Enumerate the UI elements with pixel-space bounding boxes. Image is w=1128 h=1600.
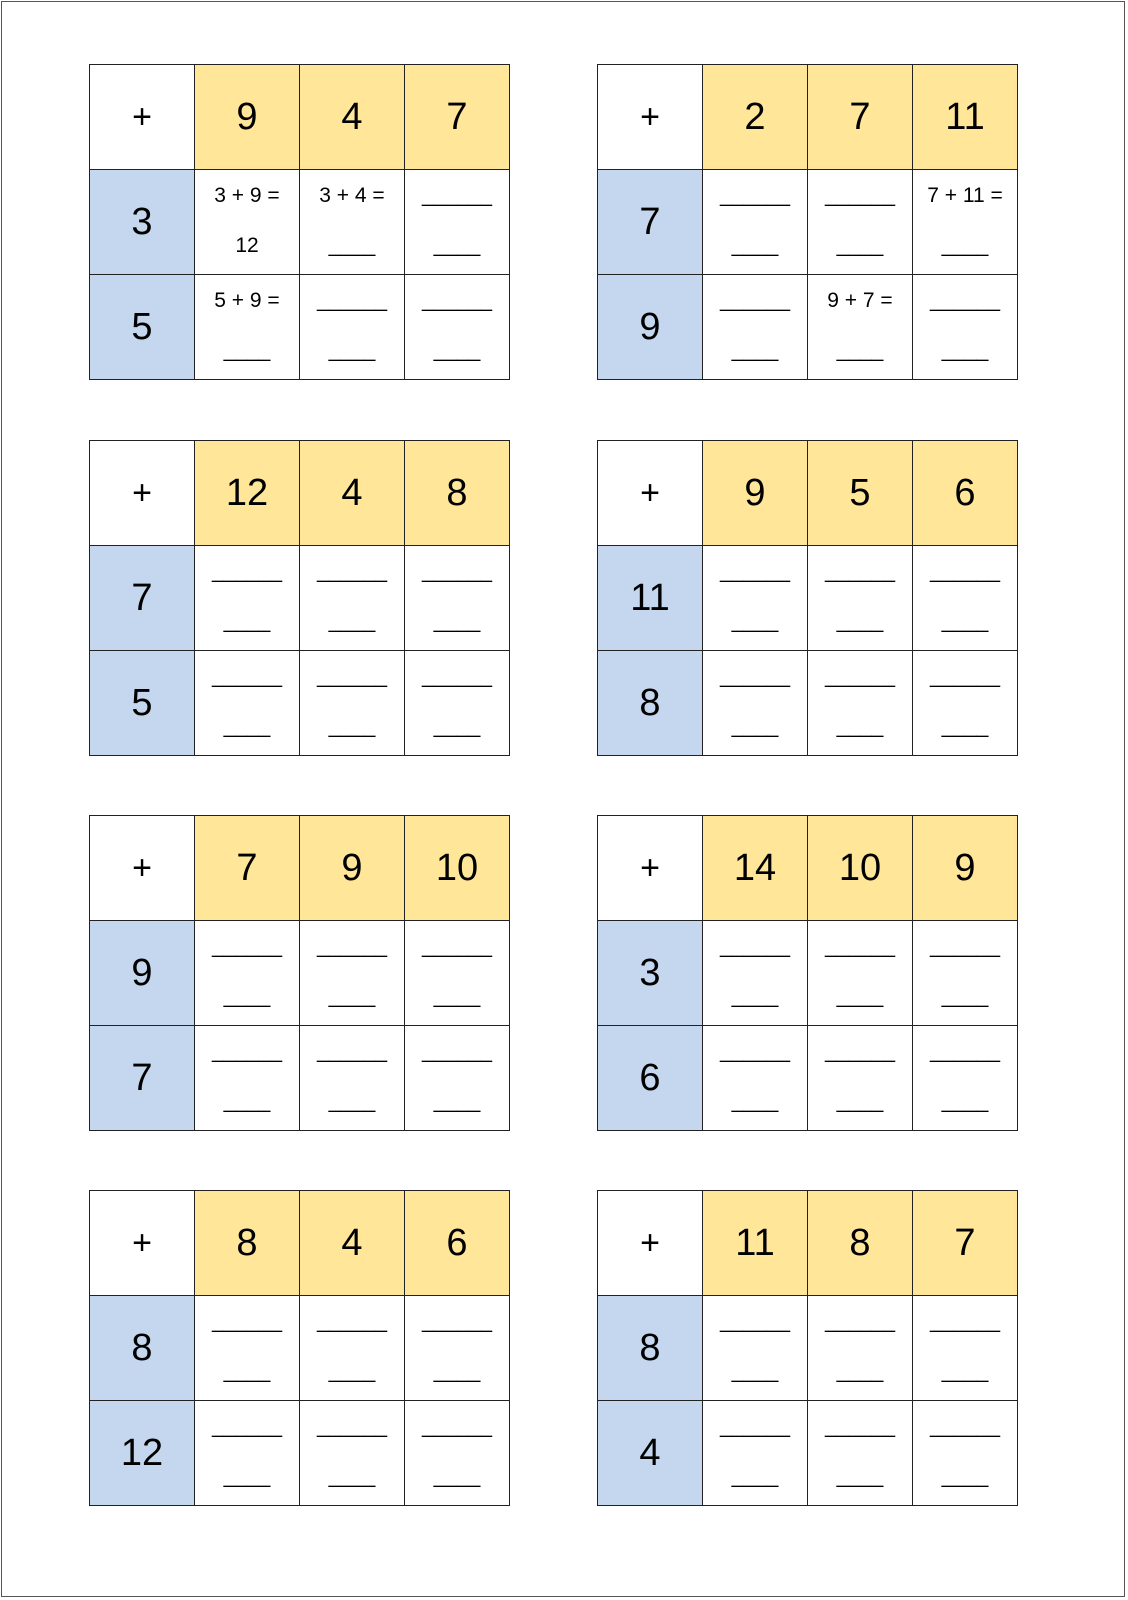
answer-cell[interactable] bbox=[405, 921, 510, 1026]
answer-cell[interactable] bbox=[703, 275, 808, 380]
answer-blank: ____ bbox=[941, 1465, 989, 1488]
answer-blank: ____ bbox=[836, 234, 884, 257]
addition-table-1 bbox=[89, 64, 510, 380]
addition-table-2 bbox=[597, 64, 1018, 380]
answer-blank: ____ bbox=[731, 985, 779, 1008]
answer-cell[interactable] bbox=[195, 1401, 300, 1506]
answer-cell[interactable] bbox=[195, 170, 300, 275]
answer-blank: ____ bbox=[328, 1360, 376, 1383]
row-header-cell: 8 bbox=[90, 1296, 195, 1401]
answer-blank: ____ bbox=[941, 339, 989, 362]
answer-blank: 12 bbox=[235, 234, 259, 257]
row-header-cell: 3 bbox=[90, 170, 195, 275]
answer-blank: ____ bbox=[941, 610, 989, 633]
table-row bbox=[90, 1401, 510, 1506]
addition-table-6 bbox=[597, 815, 1018, 1131]
answer-cell[interactable] bbox=[195, 1296, 300, 1401]
answer-cell[interactable] bbox=[808, 1296, 913, 1401]
table-row bbox=[90, 651, 510, 756]
answer-prompt: ______ bbox=[824, 1040, 896, 1063]
header-row bbox=[90, 1191, 510, 1296]
row-header-cell: 7 bbox=[90, 546, 195, 651]
answer-prompt: 5 + 9 = bbox=[214, 289, 280, 312]
answer-blank: ____ bbox=[328, 1090, 376, 1113]
answer-blank: ____ bbox=[836, 715, 884, 738]
table-row bbox=[598, 651, 1018, 756]
answer-blank: ____ bbox=[328, 985, 376, 1008]
column-header-cell: 10 bbox=[808, 816, 913, 921]
row-header-cell: 5 bbox=[90, 651, 195, 756]
answer-prompt: ______ bbox=[929, 289, 1001, 312]
answer-cell[interactable] bbox=[405, 275, 510, 380]
answer-cell[interactable] bbox=[808, 546, 913, 651]
answer-prompt: ______ bbox=[719, 935, 791, 958]
answer-blank: ____ bbox=[433, 985, 481, 1008]
answer-prompt: ______ bbox=[316, 935, 388, 958]
column-header-cell: 4 bbox=[300, 441, 405, 546]
answer-cell[interactable] bbox=[913, 1401, 1018, 1506]
answer-blank: ____ bbox=[328, 610, 376, 633]
answer-prompt: ______ bbox=[719, 1040, 791, 1063]
column-header-cell: 7 bbox=[808, 65, 913, 170]
answer-prompt: ______ bbox=[421, 1040, 493, 1063]
header-row bbox=[90, 65, 510, 170]
answer-cell[interactable] bbox=[405, 1401, 510, 1506]
answer-prompt: ______ bbox=[316, 665, 388, 688]
answer-prompt: 9 + 7 = bbox=[827, 289, 893, 312]
answer-cell[interactable] bbox=[195, 546, 300, 651]
header-row bbox=[90, 441, 510, 546]
answer-prompt: 7 + 11 = bbox=[927, 184, 1003, 207]
header-row bbox=[598, 441, 1018, 546]
answer-cell[interactable] bbox=[913, 651, 1018, 756]
answer-blank: ____ bbox=[731, 1465, 779, 1488]
answer-prompt: ______ bbox=[211, 665, 283, 688]
answer-prompt: ______ bbox=[421, 1310, 493, 1333]
answer-cell[interactable] bbox=[703, 921, 808, 1026]
answer-prompt: ______ bbox=[824, 184, 896, 207]
answer-blank: ____ bbox=[941, 1090, 989, 1113]
column-header-cell: 9 bbox=[195, 65, 300, 170]
answer-cell[interactable] bbox=[300, 546, 405, 651]
table-row bbox=[90, 1026, 510, 1131]
answer-blank: ____ bbox=[223, 715, 271, 738]
answer-blank: ____ bbox=[836, 985, 884, 1008]
table-row bbox=[90, 1296, 510, 1401]
operator-cell: + bbox=[90, 1191, 195, 1296]
table-row bbox=[598, 275, 1018, 380]
column-header-cell: 11 bbox=[703, 1191, 808, 1296]
column-header-cell: 12 bbox=[195, 441, 300, 546]
header-row bbox=[90, 816, 510, 921]
answer-prompt: ______ bbox=[929, 665, 1001, 688]
answer-cell[interactable] bbox=[405, 1296, 510, 1401]
answer-prompt: ______ bbox=[824, 935, 896, 958]
answer-blank: ____ bbox=[328, 234, 376, 257]
row-header-cell: 4 bbox=[598, 1401, 703, 1506]
row-header-cell: 9 bbox=[90, 921, 195, 1026]
answer-prompt: ______ bbox=[719, 289, 791, 312]
answer-blank: ____ bbox=[223, 1360, 271, 1383]
column-header-cell: 6 bbox=[913, 441, 1018, 546]
answer-blank: ____ bbox=[223, 985, 271, 1008]
answer-prompt: ______ bbox=[929, 1415, 1001, 1438]
answer-blank: ____ bbox=[328, 339, 376, 362]
answer-blank: ____ bbox=[223, 610, 271, 633]
column-header-cell: 14 bbox=[703, 816, 808, 921]
answer-blank: ____ bbox=[731, 610, 779, 633]
answer-prompt: ______ bbox=[211, 935, 283, 958]
answer-blank: ____ bbox=[433, 610, 481, 633]
answer-cell[interactable] bbox=[808, 170, 913, 275]
answer-prompt: ______ bbox=[824, 1310, 896, 1333]
answer-prompt: ______ bbox=[421, 289, 493, 312]
answer-cell[interactable] bbox=[913, 921, 1018, 1026]
answer-prompt: ______ bbox=[421, 665, 493, 688]
answer-cell[interactable] bbox=[808, 651, 913, 756]
column-header-cell: 8 bbox=[808, 1191, 913, 1296]
answer-cell[interactable] bbox=[913, 275, 1018, 380]
answer-prompt: ______ bbox=[824, 1415, 896, 1438]
answer-blank: ____ bbox=[941, 985, 989, 1008]
row-header-cell: 8 bbox=[598, 651, 703, 756]
answer-prompt: ______ bbox=[929, 935, 1001, 958]
operator-cell: + bbox=[598, 65, 703, 170]
answer-cell[interactable] bbox=[195, 651, 300, 756]
answer-prompt: 3 + 4 = bbox=[319, 184, 385, 207]
answer-cell[interactable] bbox=[300, 1026, 405, 1131]
answer-cell[interactable] bbox=[913, 170, 1018, 275]
column-header-cell: 7 bbox=[405, 65, 510, 170]
answer-blank: ____ bbox=[731, 1360, 779, 1383]
answer-prompt: ______ bbox=[421, 184, 493, 207]
answer-cell[interactable] bbox=[703, 1296, 808, 1401]
header-row bbox=[598, 65, 1018, 170]
column-header-cell: 4 bbox=[300, 65, 405, 170]
operator-cell: + bbox=[90, 441, 195, 546]
row-header-cell: 12 bbox=[90, 1401, 195, 1506]
table-row bbox=[90, 275, 510, 380]
answer-blank: ____ bbox=[836, 339, 884, 362]
answer-cell[interactable] bbox=[195, 921, 300, 1026]
column-header-cell: 2 bbox=[703, 65, 808, 170]
answer-blank: ____ bbox=[941, 234, 989, 257]
answer-prompt: ______ bbox=[316, 289, 388, 312]
answer-prompt: ______ bbox=[421, 560, 493, 583]
table-row bbox=[598, 1296, 1018, 1401]
table-row bbox=[598, 1026, 1018, 1131]
operator-cell: + bbox=[598, 1191, 703, 1296]
row-header-cell: 8 bbox=[598, 1296, 703, 1401]
column-header-cell: 7 bbox=[195, 816, 300, 921]
row-header-cell: 6 bbox=[598, 1026, 703, 1131]
header-row bbox=[598, 816, 1018, 921]
table-row bbox=[598, 921, 1018, 1026]
header-row bbox=[598, 1191, 1018, 1296]
column-header-cell: 9 bbox=[913, 816, 1018, 921]
answer-blank: ____ bbox=[223, 1090, 271, 1113]
answer-prompt: ______ bbox=[719, 184, 791, 207]
table-row bbox=[90, 170, 510, 275]
answer-blank: ____ bbox=[731, 1090, 779, 1113]
answer-cell[interactable] bbox=[405, 170, 510, 275]
addition-table-7 bbox=[89, 1190, 510, 1506]
addition-table-3 bbox=[89, 440, 510, 756]
column-header-cell: 6 bbox=[405, 1191, 510, 1296]
answer-prompt: ______ bbox=[719, 665, 791, 688]
answer-cell[interactable] bbox=[703, 651, 808, 756]
answer-prompt: ______ bbox=[316, 1310, 388, 1333]
answer-blank: ____ bbox=[731, 234, 779, 257]
answer-cell[interactable] bbox=[405, 651, 510, 756]
row-header-cell: 7 bbox=[90, 1026, 195, 1131]
answer-blank: ____ bbox=[836, 1360, 884, 1383]
answer-cell[interactable] bbox=[913, 1296, 1018, 1401]
answer-cell[interactable] bbox=[300, 275, 405, 380]
table-row bbox=[90, 546, 510, 651]
answer-prompt: ______ bbox=[421, 935, 493, 958]
answer-cell[interactable] bbox=[703, 1401, 808, 1506]
answer-blank: ____ bbox=[836, 1090, 884, 1113]
row-header-cell: 9 bbox=[598, 275, 703, 380]
answer-blank: ____ bbox=[433, 715, 481, 738]
answer-cell[interactable] bbox=[808, 275, 913, 380]
addition-table-8 bbox=[597, 1190, 1018, 1506]
operator-cell: + bbox=[90, 816, 195, 921]
answer-cell[interactable] bbox=[300, 921, 405, 1026]
answer-cell[interactable] bbox=[703, 1026, 808, 1131]
column-header-cell: 8 bbox=[195, 1191, 300, 1296]
answer-prompt: ______ bbox=[929, 560, 1001, 583]
answer-blank: ____ bbox=[433, 1465, 481, 1488]
answer-blank: ____ bbox=[223, 339, 271, 362]
answer-blank: ____ bbox=[433, 1360, 481, 1383]
answer-prompt: ______ bbox=[719, 1310, 791, 1333]
answer-blank: ____ bbox=[433, 1090, 481, 1113]
answer-cell[interactable] bbox=[300, 1401, 405, 1506]
answer-blank: ____ bbox=[836, 610, 884, 633]
answer-blank: ____ bbox=[433, 234, 481, 257]
column-header-cell: 7 bbox=[913, 1191, 1018, 1296]
answer-prompt: ______ bbox=[211, 1310, 283, 1333]
answer-cell[interactable] bbox=[405, 546, 510, 651]
answer-prompt: ______ bbox=[316, 1040, 388, 1063]
answer-cell[interactable] bbox=[300, 1296, 405, 1401]
row-header-cell: 5 bbox=[90, 275, 195, 380]
answer-prompt: ______ bbox=[211, 1040, 283, 1063]
column-header-cell: 5 bbox=[808, 441, 913, 546]
row-header-cell: 7 bbox=[598, 170, 703, 275]
answer-blank: ____ bbox=[941, 1360, 989, 1383]
answer-cell[interactable] bbox=[405, 1026, 510, 1131]
answer-cell[interactable] bbox=[703, 170, 808, 275]
answer-cell[interactable] bbox=[808, 1026, 913, 1131]
answer-cell[interactable] bbox=[300, 651, 405, 756]
answer-prompt: 3 + 9 = bbox=[214, 184, 280, 207]
addition-table-4 bbox=[597, 440, 1018, 756]
column-header-cell: 9 bbox=[703, 441, 808, 546]
answer-prompt: ______ bbox=[316, 1415, 388, 1438]
answer-blank: ____ bbox=[328, 715, 376, 738]
answer-cell[interactable] bbox=[195, 275, 300, 380]
answer-prompt: ______ bbox=[316, 560, 388, 583]
operator-cell: + bbox=[598, 816, 703, 921]
operator-cell: + bbox=[598, 441, 703, 546]
column-header-cell: 9 bbox=[300, 816, 405, 921]
answer-prompt: ______ bbox=[824, 665, 896, 688]
answer-prompt: ______ bbox=[421, 1415, 493, 1438]
answer-blank: ____ bbox=[836, 1465, 884, 1488]
answer-prompt: ______ bbox=[211, 560, 283, 583]
answer-cell[interactable] bbox=[808, 921, 913, 1026]
answer-cell[interactable] bbox=[913, 546, 1018, 651]
row-header-cell: 11 bbox=[598, 546, 703, 651]
answer-blank: ____ bbox=[223, 1465, 271, 1488]
column-header-cell: 4 bbox=[300, 1191, 405, 1296]
answer-cell[interactable] bbox=[195, 1026, 300, 1131]
answer-prompt: ______ bbox=[929, 1040, 1001, 1063]
answer-cell[interactable] bbox=[300, 170, 405, 275]
column-header-cell: 11 bbox=[913, 65, 1018, 170]
answer-blank: ____ bbox=[328, 1465, 376, 1488]
column-header-cell: 10 bbox=[405, 816, 510, 921]
answer-prompt: ______ bbox=[719, 560, 791, 583]
answer-blank: ____ bbox=[941, 715, 989, 738]
row-header-cell: 3 bbox=[598, 921, 703, 1026]
answer-blank: ____ bbox=[731, 339, 779, 362]
answer-cell[interactable] bbox=[913, 1026, 1018, 1131]
table-row bbox=[598, 170, 1018, 275]
answer-prompt: ______ bbox=[929, 1310, 1001, 1333]
table-row bbox=[598, 1401, 1018, 1506]
table-row bbox=[598, 546, 1018, 651]
addition-table-5 bbox=[89, 815, 510, 1131]
table-row bbox=[90, 921, 510, 1026]
answer-cell[interactable] bbox=[703, 546, 808, 651]
answer-cell[interactable] bbox=[808, 1401, 913, 1506]
answer-prompt: ______ bbox=[211, 1415, 283, 1438]
answer-prompt: ______ bbox=[824, 560, 896, 583]
answer-prompt: ______ bbox=[719, 1415, 791, 1438]
answer-blank: ____ bbox=[731, 715, 779, 738]
answer-blank: ____ bbox=[433, 339, 481, 362]
operator-cell: + bbox=[90, 65, 195, 170]
column-header-cell: 8 bbox=[405, 441, 510, 546]
